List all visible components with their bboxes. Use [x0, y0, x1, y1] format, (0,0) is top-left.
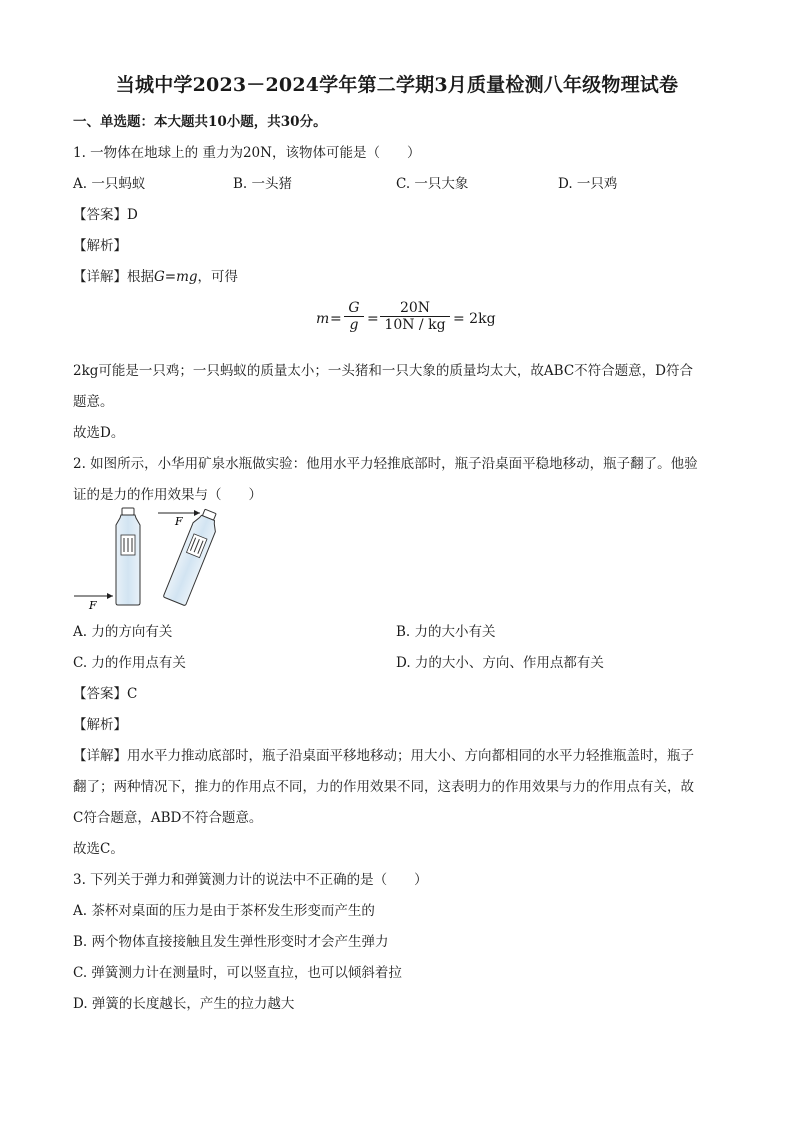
formula-fraction-1: [344, 300, 364, 333]
q1-option-c: C. 一只大象: [396, 176, 469, 192]
q1-answer: 【答案】D: [73, 207, 138, 223]
formula-lhs: m: [316, 311, 330, 327]
q1-explanation-line2: 题意。: [73, 394, 114, 410]
q1-analysis-label: 【解析】: [73, 238, 127, 254]
q1-detail-suffix: ，可得: [197, 269, 239, 285]
q1-detail: [73, 265, 238, 285]
q3-stem: 3. 下列关于弹力和弹簧测力计的说法中不正确的是（ ）: [73, 872, 428, 888]
q3-option-b: B. 两个物体直接接触且发生弹性形变时才会产生弹力: [73, 934, 389, 950]
formula-result: = 2kg: [453, 311, 496, 327]
q2-stem-line2: 证的是力的作用效果与（ ）: [73, 487, 262, 503]
q1-stem: 1. 一物体在地球上的 重力为20N，该物体可能是（ ）: [73, 145, 421, 161]
upright-bottle: [116, 508, 140, 605]
q2-answer: 【答案】C: [73, 686, 138, 702]
q2-option-b: B. 力的大小有关: [396, 624, 496, 640]
q1-conclusion: 故选D。: [73, 425, 125, 441]
page-title: 当城中学2023－2024学年第二学期3月质量检测八年级物理试卷: [115, 74, 679, 96]
formula-fraction-2: [380, 300, 450, 333]
tilted-bottle: [163, 507, 222, 606]
force-label-bottom: F: [89, 599, 97, 612]
q1-formula: [316, 300, 516, 344]
q2-option-d: D. 力的大小、方向、作用点都有关: [396, 655, 604, 671]
q1-explanation-line1: 2kg可能是一只鸡；一只蚂蚁的质量太小；一头猪和一只大象的质量均太大，故ABC不符合题意，D符合: [73, 363, 693, 379]
q2-bottle-figure: [70, 505, 230, 615]
section-heading: 一、单选题：本大题共10小题，共30分。: [73, 114, 327, 130]
q1-option-b: B. 一头猪: [233, 176, 293, 192]
formula-num-2: 20N: [380, 300, 450, 317]
q1-option-d: D. 一只鸡: [558, 176, 618, 192]
q3-option-d: D. 弹簧的长度越长，产生的拉力越大: [73, 996, 295, 1012]
q3-option-a: A. 茶杯对桌面的压力是由于茶杯发生形变而产生的: [73, 903, 375, 919]
q1-detail-formula: G=mg: [154, 269, 198, 285]
force-label-top: F: [175, 515, 183, 528]
q2-conclusion: 故选C。: [73, 841, 124, 857]
q2-detail-line1: 【详解】用水平力推动底部时，瓶子沿桌面平移地移动；用大小、方向都相同的水平力轻推瓶盖时，瓶子: [73, 748, 694, 764]
q2-analysis-label: 【解析】: [73, 717, 127, 733]
q2-option-c: C. 力的作用点有关: [73, 655, 186, 671]
q3-option-c: C. 弹簧测力计在测量时，可以竖直拉，也可以倾斜着拉: [73, 965, 402, 981]
formula-equals-1: =: [330, 311, 342, 327]
formula-equals-2: =: [367, 311, 379, 327]
q1-detail-prefix: 【详解】根据: [73, 269, 154, 285]
q2-stem-line1: 2. 如图所示，小华用矿泉水瓶做实验：他用水平力轻推底部时，瓶子沿桌面平稳地移动，瓶子翻了。他验: [73, 456, 698, 472]
q1-option-a: A. 一只蚂蚁: [73, 176, 146, 192]
formula-num-1: G: [344, 300, 364, 317]
formula-den-2: 10N / kg: [384, 317, 446, 333]
formula-den-1: g: [349, 317, 359, 333]
q2-option-a: A. 力的方向有关: [73, 624, 173, 640]
q2-detail-line2: 翻了；两种情况下，推力的作用点不同，力的作用效果不同，这表明力的作用效果与力的作用点有关，故: [73, 779, 694, 795]
q2-detail-line3: C符合题意，ABD不符合题意。: [73, 810, 263, 826]
